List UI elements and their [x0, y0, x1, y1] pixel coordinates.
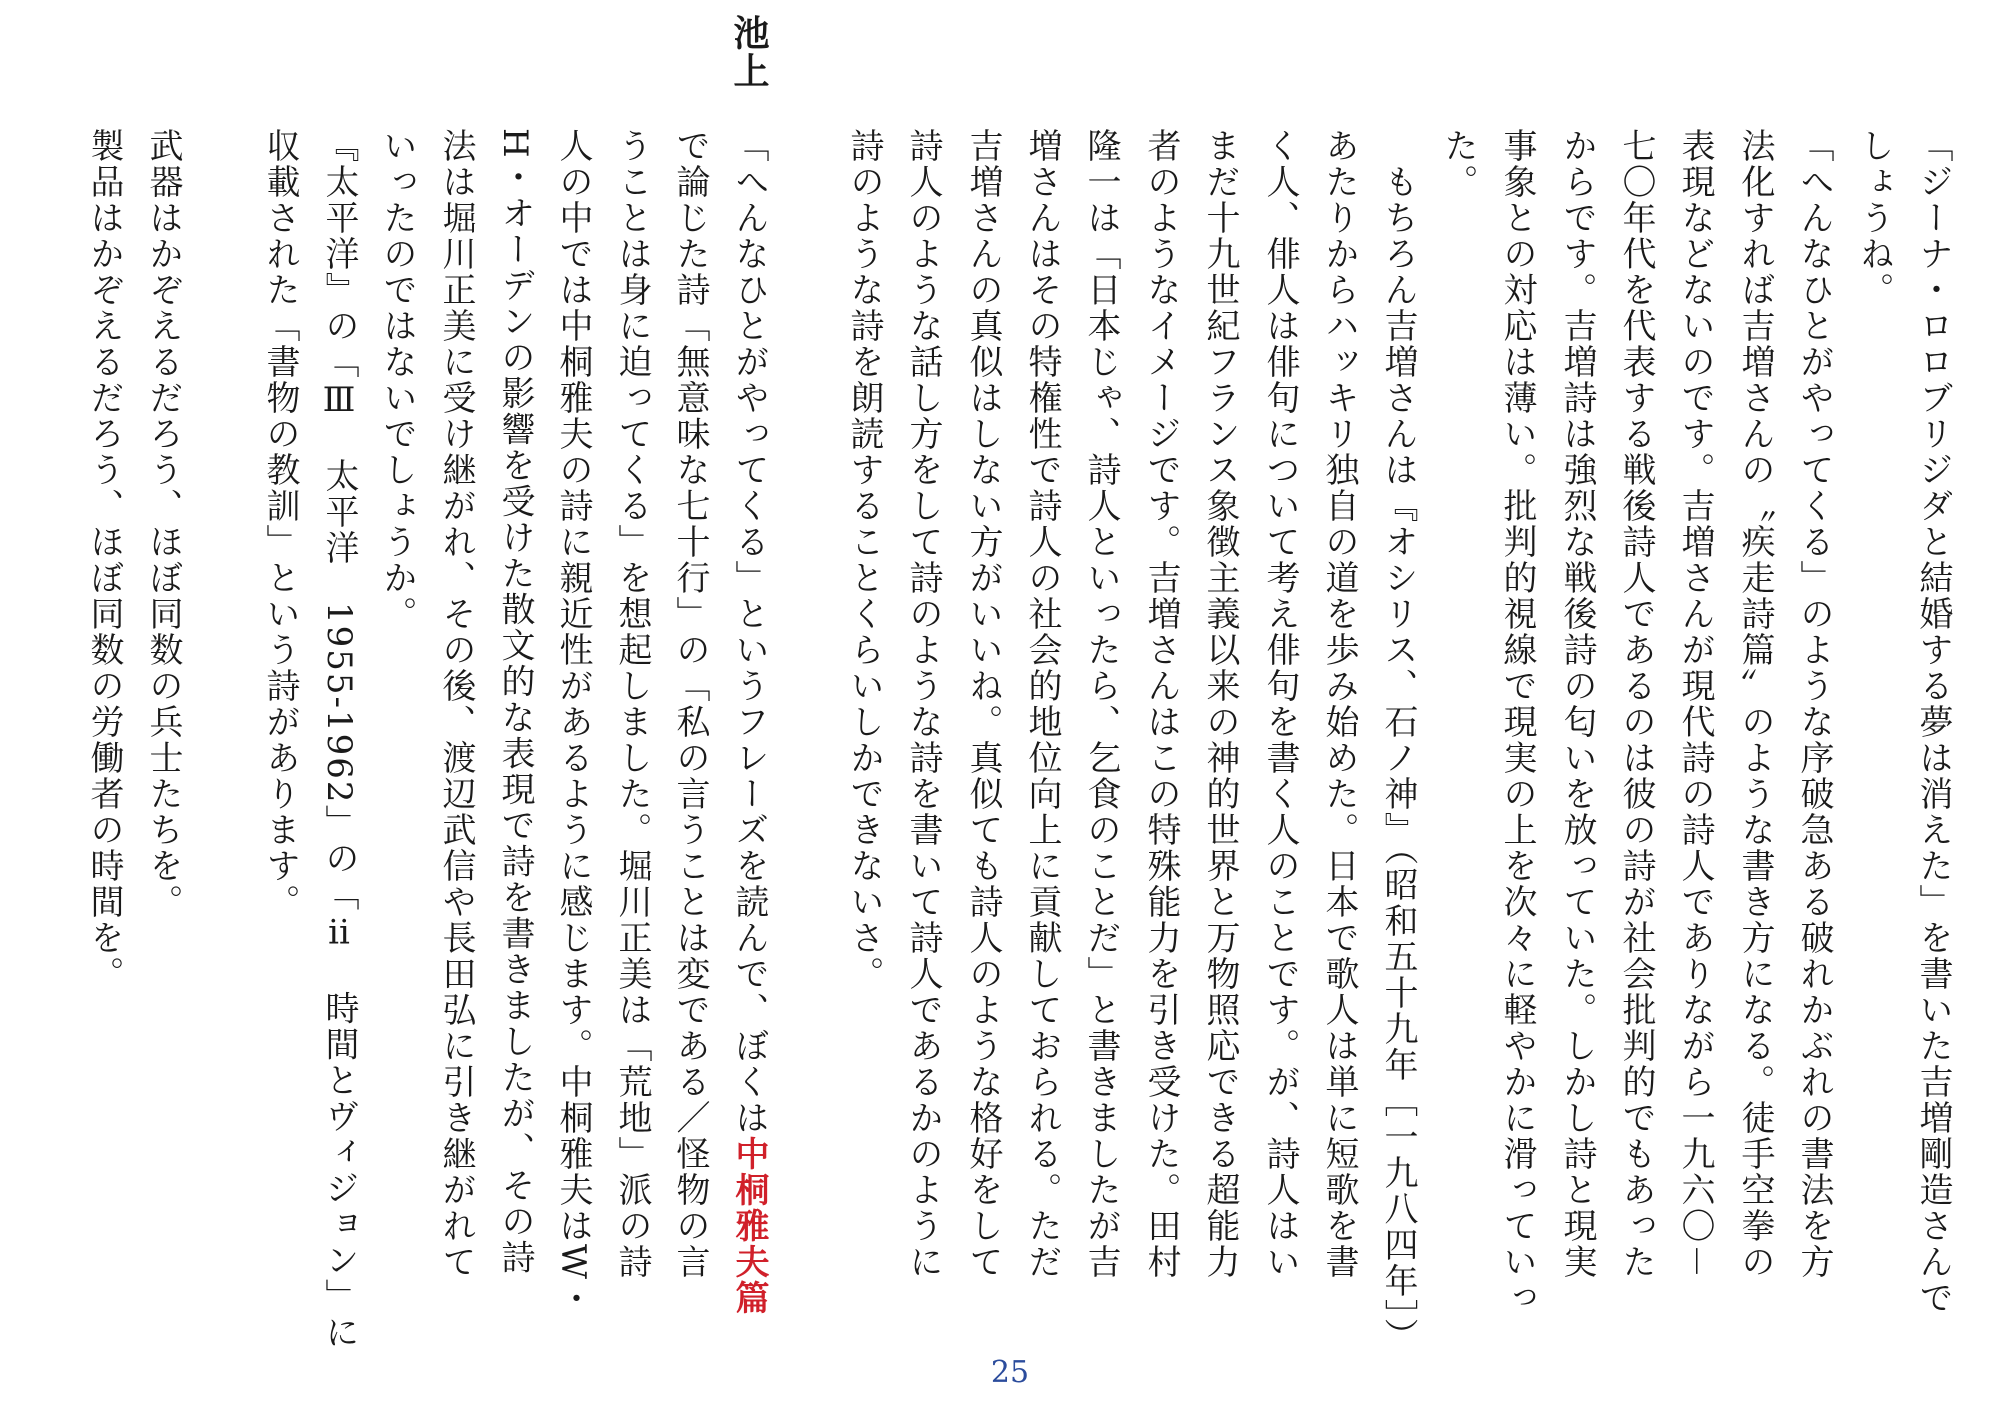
text-column: しょうね。 — [1854, 128, 1894, 308]
text-column: いったのではないでしょうか。 — [377, 128, 417, 632]
text-column: で論じた詩「無意味な七十行」の「私の言うことは変である／怪物の言 — [670, 128, 710, 1280]
text-column: 製品はかぞえるだろう、ほぼ同数の労働者の時間を。 — [84, 128, 124, 992]
text-column: 『太平洋』の「Ⅲ 太平洋 1955-1962」の「ⅱ 時間とヴィジョン」に — [319, 128, 359, 1351]
text-column: 「ジーナ・ロロブリジダと結婚する夢は消えた」を書いた吉増剛造さんで — [1913, 128, 1953, 1316]
text-column: もちろん吉増さんは『オシリス、石ノ神』（昭和五十九年［一九八四年］） — [1378, 128, 1418, 1354]
text-column: 吉増さんの真似はしない方がいいね。真似ても詩人のような格好をして — [963, 128, 1003, 1280]
text-segment: 「へんなひとがやってくる」というフレーズを読んで、ぼくは — [729, 128, 769, 1136]
text-column: 「へんなひとがやってくる」のような序破急ある破れかぶれの書法を方 — [1794, 128, 1834, 1280]
text-column: まだ十九世紀フランス象徴主義以来の神的世界と万物照応できる超能力 — [1200, 128, 1240, 1280]
speaker-label: 池上 — [728, 14, 770, 90]
text-column: からです。吉増詩は強烈な戦後詩の匂いを放っていた。しかし詩と現実 — [1557, 128, 1597, 1280]
text-column: 者のようなイメージです。吉増さんはこの特殊能力を引き受けた。田村 — [1141, 128, 1181, 1280]
highlight-link[interactable]: 中桐雅夫篇 — [729, 1136, 769, 1316]
text-column: 七〇年代を代表する戦後詩人であるのは彼の詩が社会批判的でもあった — [1616, 128, 1656, 1280]
text-column: 詩人のような話し方をして詩のような詩を書いて詩人であるかのように — [903, 128, 943, 1280]
text-column: 収載された「書物の教訓」という詩があります。 — [260, 128, 300, 920]
text-column: あたりからハッキリ独自の道を歩み始めた。日本で歌人は単に短歌を書 — [1319, 128, 1359, 1280]
text-column: H・オーデンの影響を受けた散文的な表現で詩を書きましたが、その詩 — [495, 128, 535, 1276]
text-column-highlight — [722, 128, 776, 1368]
text-column: く人、俳人は俳句について考え俳句を書く人のことです。が、詩人はい — [1260, 128, 1300, 1280]
text-column: 表現などないのです。吉増さんが現代詩の詩人でありながら一九六〇－ — [1675, 128, 1715, 1280]
text-column: 事象との対応は薄い。批判的視線で現実の上を次々に軽やかに滑っていっ — [1497, 128, 1537, 1316]
text-column: 詩のような詩を朗読することくらいしかできないさ。 — [844, 128, 884, 992]
text-column: た。 — [1438, 128, 1478, 200]
page-number: 25 — [990, 1355, 1030, 1390]
text-column: 法は堀川正美に受け継がれ、その後、渡辺武信や長田弘に引き継がれて — [436, 128, 476, 1280]
text-column: 増さんはその特権性で詩人の社会的地位向上に貢献しておられる。ただ — [1022, 128, 1062, 1280]
text-column: 人の中では中桐雅夫の詩に親近性があるように感じます。中桐雅夫はW・ — [553, 128, 593, 1317]
text-column: 武器はかぞえるだろう、ほぼ同数の兵士たちを。 — [143, 128, 183, 920]
text-column: 隆一は「日本じゃ、詩人といったら、乞食のことだ」と書きましたが吉 — [1081, 128, 1121, 1280]
text-column: うことは身に迫ってくる」を想起しました。堀川正美は「荒地」派の詩 — [612, 128, 652, 1280]
text-column: 法化すれば吉増さんの〝疾走詩篇〟のような書き方になる。徒手空拳の — [1735, 128, 1775, 1280]
